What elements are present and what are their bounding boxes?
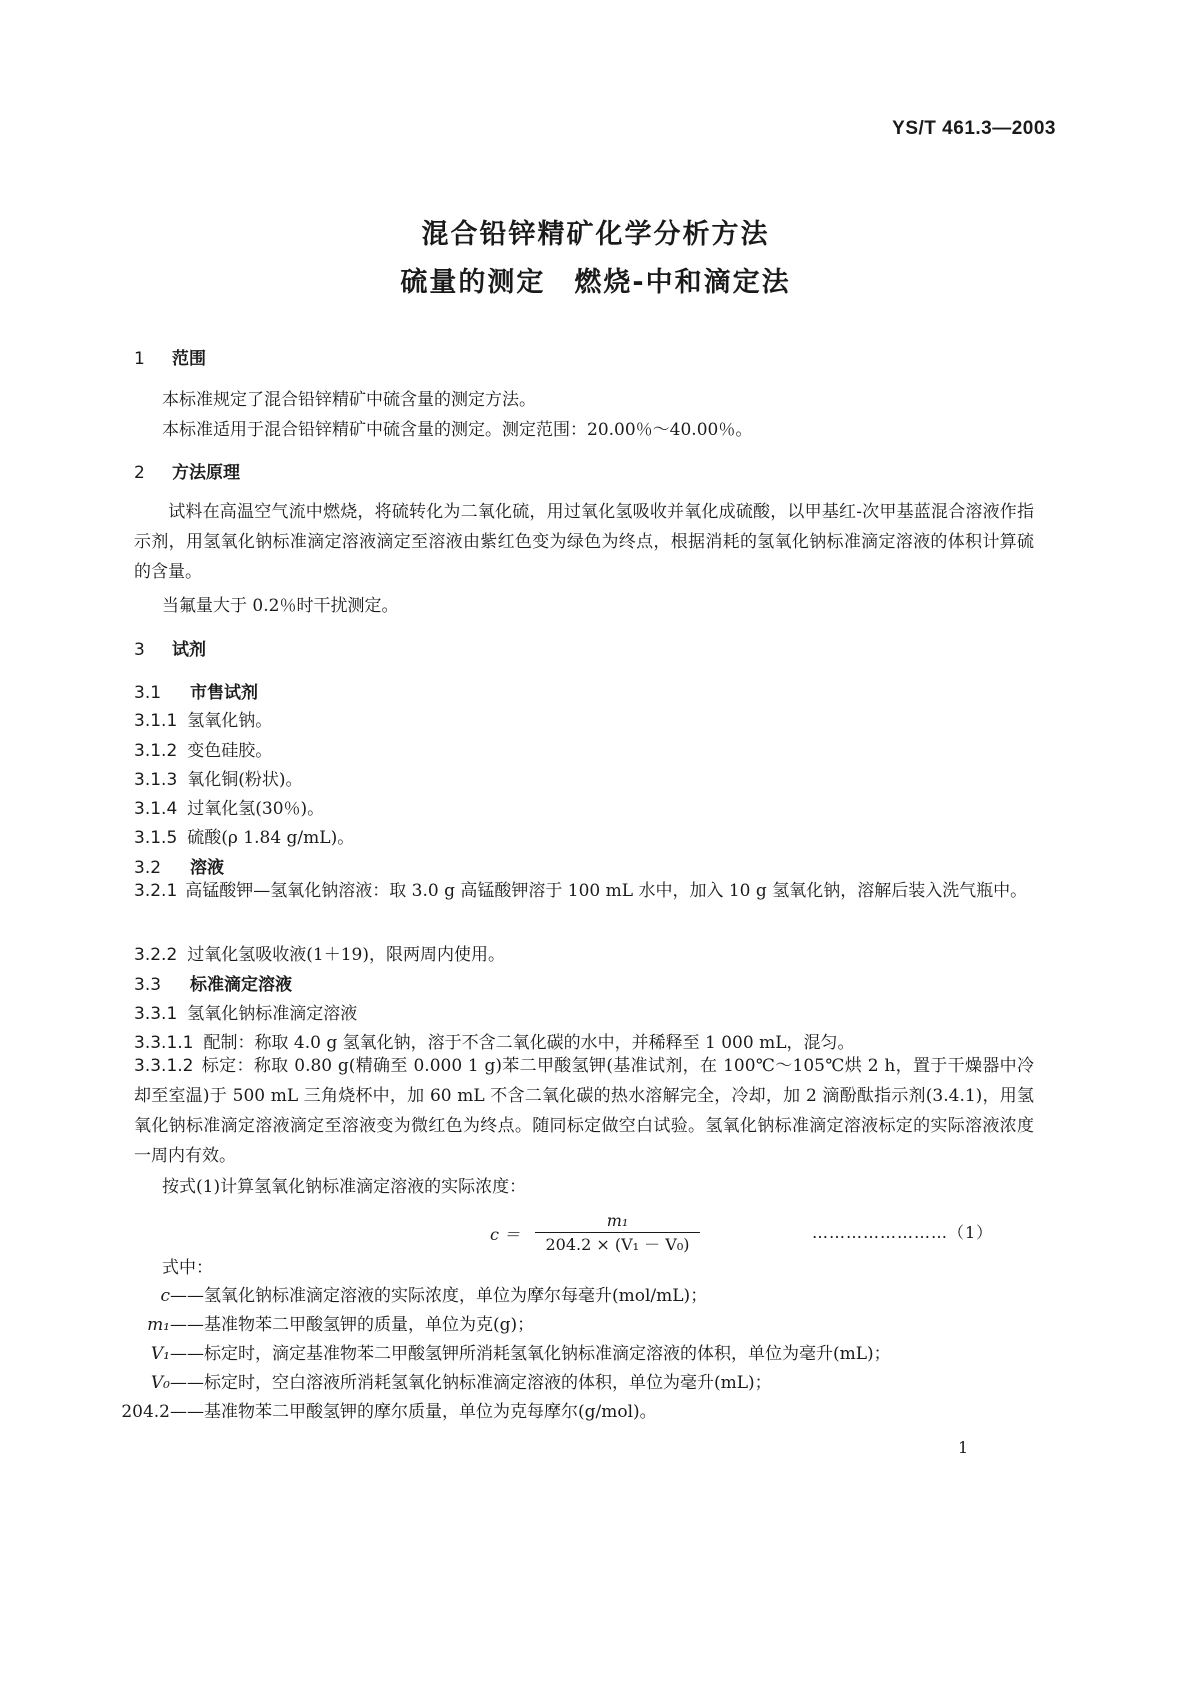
item-3-3-1 — [134, 999, 357, 1024]
definition-symbol: 204.2 — [121, 1402, 170, 1422]
section-1-para-1: 本标准规定了混合铅锌精矿中硫含量的测定方法。 — [162, 390, 536, 410]
section-3-heading — [134, 635, 206, 660]
subsection-3-3-heading — [134, 970, 292, 995]
item-3-2-2 — [134, 940, 505, 965]
definition-row — [120, 1281, 707, 1306]
subsection-number: 3.2 — [134, 858, 162, 878]
definition-text: ——标定时，滴定基准物苯二甲酸氢钾所消耗氢氧化钠标准滴定溶液的体积，单位为毫升(mL)； — [170, 1344, 891, 1364]
item-text: 变色硅胶。 — [187, 741, 273, 761]
item-text: 硫酸(ρ 1.84 g/mL)。 — [187, 828, 355, 848]
section-number: 3 — [134, 640, 145, 660]
item-3-3-1-2 — [134, 1051, 1034, 1171]
subsection-number: 3.3 — [134, 975, 162, 995]
formula-denominator: 204.2 × (V₁ － V₀) — [545, 1235, 690, 1254]
section-1-heading — [134, 344, 206, 369]
definition-row — [120, 1368, 772, 1393]
page-number: 1 — [958, 1438, 969, 1457]
item-3-2-1 — [134, 876, 1034, 906]
subsection-title: 市售试剂 — [190, 683, 258, 703]
section-number: 2 — [134, 463, 145, 483]
where-label: 式中： — [162, 1258, 213, 1278]
section-2-heading — [134, 458, 240, 483]
subsection-3-2-heading — [134, 853, 224, 878]
formula-fraction — [535, 1210, 700, 1255]
item-number: 3.1.3 — [134, 770, 178, 790]
section-title: 试剂 — [172, 640, 206, 660]
item-number: 3.2.2 — [134, 945, 178, 965]
definition-symbol: V₁ — [150, 1344, 170, 1364]
equation-number: ……………………（1） — [812, 1223, 994, 1242]
item-number: 3.1.5 — [134, 828, 178, 848]
item-text: 标定：称取 0.80 g(精确至 0.000 1 g)苯二甲酸氢钾(基准试剂，在 100℃～105℃烘 2 h，置于干燥器中冷却至室温)于 500 mL 三角烧杯中，加 60 mL 不含二氧化碳的热水溶解完全，冷却，加 2 滴酚酞指示剂(3.4.1)，用氢氧化钠标准滴定溶液滴定至溶液变为微红色为终点。随同标定做空白试验。氢氧化钠标准滴定溶液标定的实际溶液浓度一周内有效。 — [134, 1056, 1034, 1166]
definition-text: ——氢氧化钠标准滴定溶液的实际浓度，单位为摩尔每毫升(mol/mL)； — [170, 1286, 708, 1306]
reagent-item — [134, 794, 324, 819]
item-text: 氢氧化钠。 — [187, 711, 273, 731]
definition-row — [120, 1310, 534, 1335]
formula-intro: 按式(1)计算氢氧化钠标准滴定溶液的实际浓度： — [162, 1177, 527, 1197]
definition-text: ——基准物苯二甲酸氢钾的摩尔质量，单位为克每摩尔(g/mol)。 — [170, 1402, 657, 1422]
item-number: 3.1.4 — [134, 799, 178, 819]
item-text: 过氧化氢吸收液(1＋19)，限两周内使用。 — [187, 945, 505, 965]
item-text: 高锰酸钾—氢氧化钠溶液：取 3.0 g 高锰酸钾溶于 100 mL 水中，加入 10 g 氢氧化钠，溶解后装入洗气瓶中。 — [185, 881, 1028, 901]
reagent-item — [134, 706, 272, 731]
subsection-3-1-heading — [134, 678, 258, 703]
definition-text: ——基准物苯二甲酸氢钾的质量，单位为克(g)； — [170, 1315, 535, 1335]
reagent-item — [134, 736, 272, 761]
definition-symbol: m₁ — [147, 1315, 170, 1335]
item-number: 3.1.2 — [134, 741, 178, 761]
definition-row — [120, 1339, 891, 1364]
definition-row — [120, 1397, 657, 1422]
formula-numerator: m₁ — [606, 1211, 629, 1230]
reagent-item — [134, 823, 354, 848]
section-2-para-1 — [134, 497, 1034, 587]
item-text: 氢氧化钠标准滴定溶液 — [187, 1004, 358, 1024]
section-title: 方法原理 — [172, 463, 240, 483]
item-text: 过氧化氢(30％)。 — [187, 799, 325, 819]
item-text: 配制：称取 4.0 g 氢氧化钠，溶于不含二氧化碳的水中，并稀释至 1 000 mL，混匀。 — [203, 1033, 855, 1053]
definition-text: ——标定时，空白溶液所消耗氢氧化钠标准滴定溶液的体积，单位为毫升(mL)； — [170, 1373, 772, 1393]
subsection-title: 溶液 — [190, 858, 224, 878]
reagent-item — [134, 765, 303, 790]
item-number: 3.1.1 — [134, 711, 178, 731]
document-title-line2: 硫量的测定 燃烧-中和滴定法 — [400, 267, 791, 298]
section-title: 范围 — [172, 349, 206, 369]
definition-symbol: V₀ — [150, 1373, 170, 1393]
document-title-line1: 混合铅锌精矿化学分析方法 — [421, 219, 770, 250]
item-text: 氧化铜(粉状)。 — [187, 770, 303, 790]
subsection-number: 3.1 — [134, 683, 162, 703]
formula-lhs: c ＝ — [490, 1225, 521, 1244]
subsection-title: 标准滴定溶液 — [190, 975, 292, 995]
item-number: 3.3.1 — [134, 1004, 178, 1024]
item-number: 3.3.1.2 — [134, 1056, 194, 1076]
section-number: 1 — [134, 349, 145, 369]
item-3-3-1-1 — [134, 1028, 855, 1053]
item-number: 3.2.1 — [134, 881, 178, 901]
principle-text: 试料在高温空气流中燃烧，将硫转化为二氧化硫，用过氧化氢吸收并氧化成硫酸，以甲基红-次甲基蓝混合溶液作指示剂，用氢氧化钠标准滴定溶液滴定至溶液由紫红色变为绿色为终点，根据消耗的氢氧化钠标准滴定溶液的体积计算硫的含量。 — [134, 502, 1034, 582]
standard-number: YS/T 461.3—2003 — [892, 118, 1056, 139]
item-number: 3.3.1.1 — [134, 1033, 194, 1053]
section-2-para-2: 当氟量大于 0.2％时干扰测定。 — [162, 596, 399, 616]
section-1-para-2: 本标准适用于混合铅锌精矿中硫含量的测定。测定范围：20.00％～40.00％。 — [162, 420, 753, 440]
definition-symbol: c — [160, 1286, 170, 1306]
